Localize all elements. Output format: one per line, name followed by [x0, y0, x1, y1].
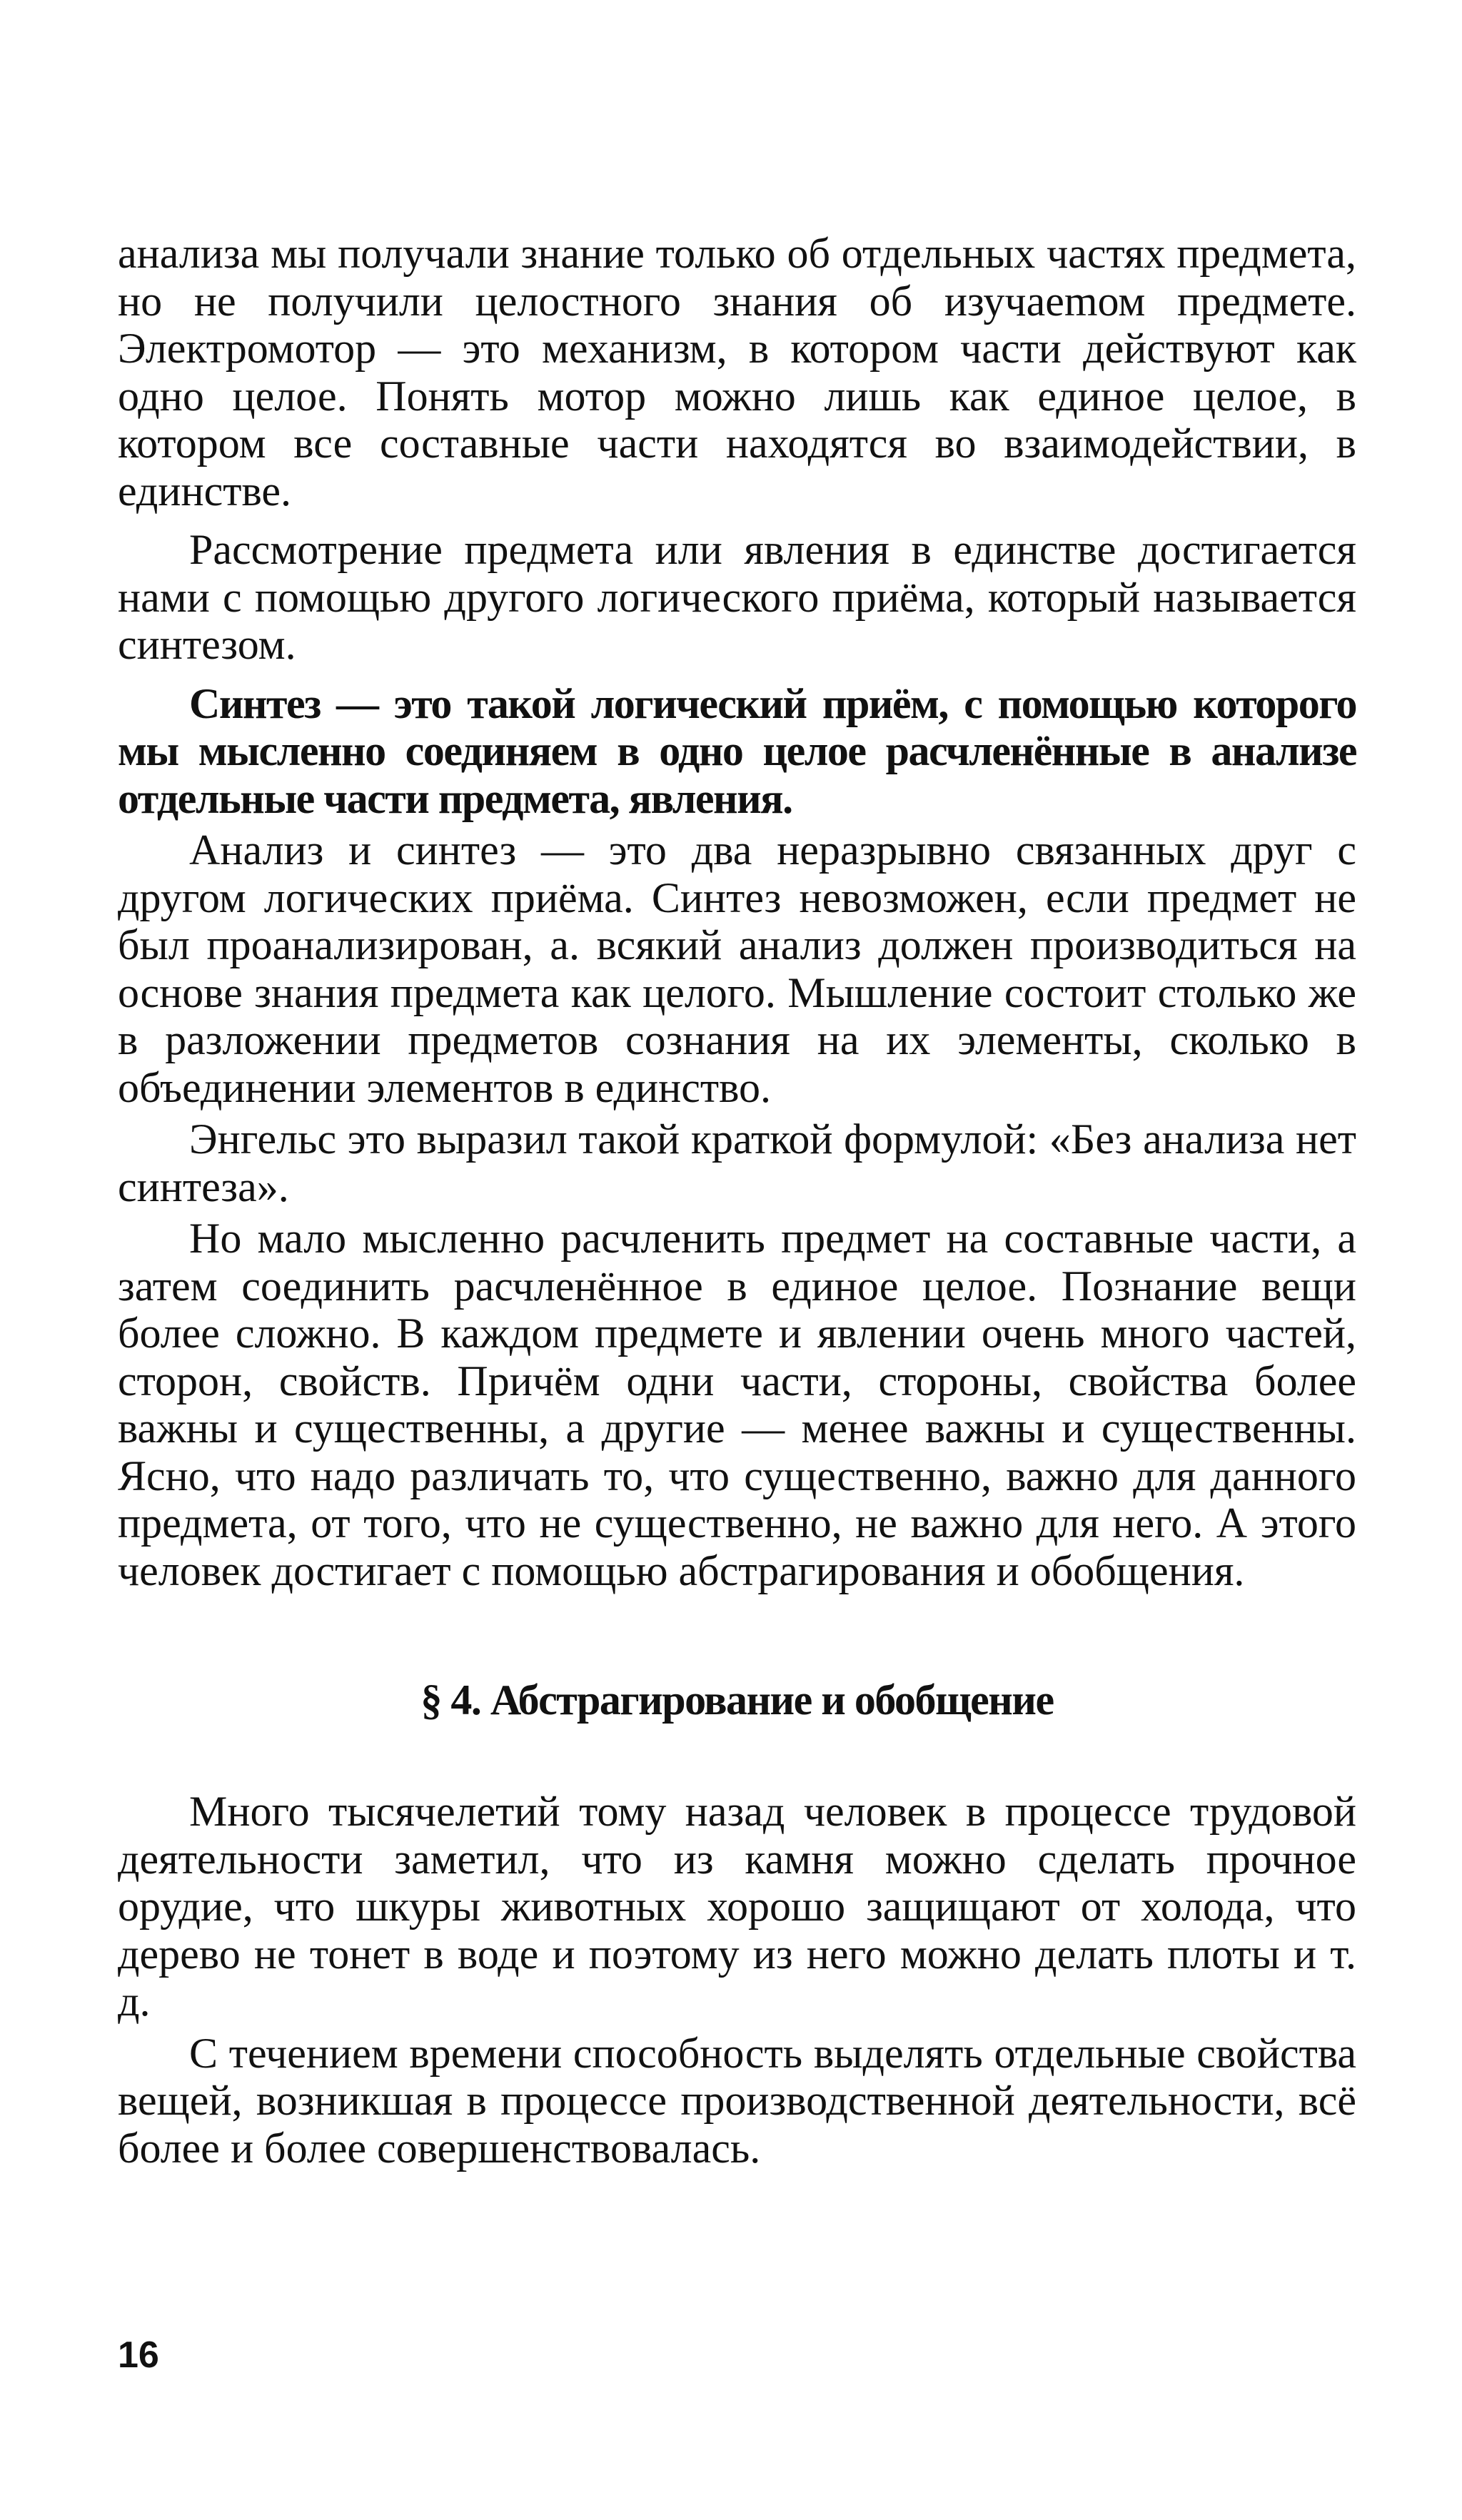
page-number: 16 — [118, 2334, 159, 2376]
paragraph-abstraction-development: С течением времени способность выделять отдельные свойства вещей, возникшая в процессе производственной деятельности, всё более и более совершенствовалась. — [118, 2029, 1356, 2172]
section-heading: § 4. Абстрагирование и обобщение — [420, 1676, 1054, 1724]
paragraph-continuation: анализа мы получали знание только об отдельных частях предмета, но не получили целостного знания об изучаеmом предмете. Электромотор — это механизм, в котором части действуют как одно целое. Понять мотор можно лишь как единое целое, в котором все составные части находятся во взаимодействии, в единстве. — [118, 230, 1356, 515]
paragraph-engels-quote: Энгельс это выразил такой краткой формулой: «Без анализа нет синтеза». — [118, 1115, 1356, 1210]
paragraph-synthesis-intro: Рассмотрение предмета или явления в единстве достигается нами с помощью другого логического приёма, который называется синтезом. — [118, 526, 1356, 668]
paragraph-history: Много тысячелетий тому назад человек в процессе трудовой деятельности заметил, что из камня можно сделать прочное орудие, что шкуры животных хорошо защищают от холода, что дерево не тонет в воде и поэтому из него можно делать плоты и т. д. — [118, 1788, 1356, 2025]
paragraph-analysis-synthesis: Анализ и синтез — это два неразрывно связанных друг с другом логических приёма. Синтез невозможен, если предмет не был проанализирован, а. всякий анализ должен производиться на основе знания предмета как целого. Мышление состоит столько же в разложении предметов сознания на их элементы, сколько в объединении элементов в единство. — [118, 826, 1356, 1111]
paragraph-cognition: Но мало мысленно расчленить предмет на составные части, а затем соединить расчленённое в единое целое. Познание вещи более сложно. В каждом предмете и явлении очень много частей, сторон, свойств. Причём одни части, стороны, свойства более важны и существенны, а другие — менее важны и существенны. Ясно, что надо различать то, что существенно, важно для данного предмета, от того, что не существенно, не важно для него. А этого человек достигает с помощью абстрагирования и обобщения. — [118, 1215, 1356, 1594]
definition-synthesis: Синтез — это такой логический приём, с помощью которого мы мысленно соединяем в одно целое расчленённые в анализе отдельные части предмета, явления. — [118, 679, 1356, 822]
page-body — [118, 230, 1356, 2172]
